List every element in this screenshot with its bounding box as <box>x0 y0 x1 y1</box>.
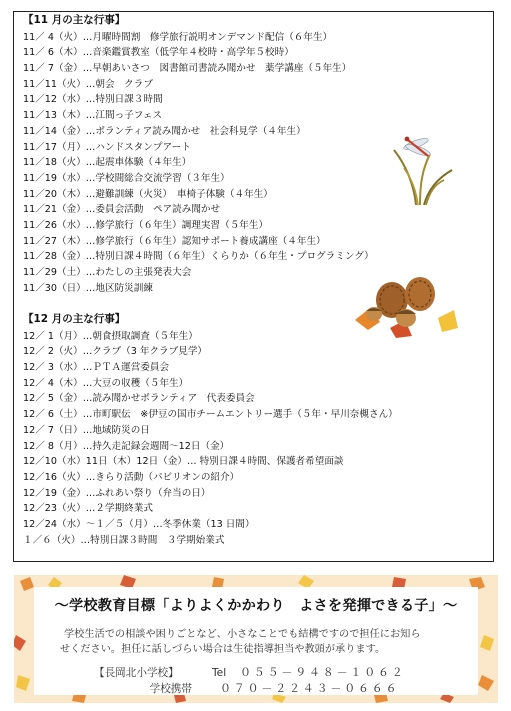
december-event-row: 12／19（金）…ふれあい祭り（弁当の日） <box>23 487 211 499</box>
mobile-row <box>94 681 406 697</box>
december-event-row: 12／ 3（水）…ＰＴＡ運営委員会 <box>23 362 170 374</box>
december-event-row: 12／ 1（月）…朝食摂取調査（５年生） <box>23 330 198 342</box>
school-goal-banner <box>14 575 498 703</box>
dragonfly-illustration <box>386 130 456 205</box>
december-event-row: 12／16（火）…きらり活動（パビリオンの紹介） <box>23 471 240 483</box>
message-line-2: せください。担任に話しづらい場合は生徒指導担当や教頭が承ります。 <box>60 644 386 655</box>
november-event-row: 11／28（金）…特別日課４時間（６年生）くらりか（６年生・プログラミング） <box>23 251 374 263</box>
december-event-row: 12／ 5（金）…読み聞かせボランティア 代表委員会 <box>23 393 255 405</box>
consult-message <box>60 627 421 657</box>
december-event-row: 12／ 4（木）…大豆の収穫（５年生） <box>23 377 189 389</box>
november-event-row: 11／26（水）…修学旅行（６年生）調理実習（５年生） <box>23 219 269 231</box>
december-event-row: １／６（火）…特別日課３時間 ３学期始業式 <box>23 534 225 546</box>
november-event-row: 11／12（水）…特別日課３時間 <box>23 94 163 106</box>
november-event-row: 11／ 6（木）…音楽鑑賞教室（低学年４校時・高学年５校時） <box>23 47 294 59</box>
tel-row <box>94 665 406 681</box>
december-schedule <box>23 312 398 548</box>
school-goal-title: ～学校教育目標「よりよくかかわり よさを発揮できる子」～ <box>54 598 458 614</box>
november-event-row: 11／ 4（火）…月曜時間割 修学旅行説明オンデマンド配信（６年生） <box>23 31 333 43</box>
december-event-row: 12／ 2（火）…クラブ（3 年クラブ見学） <box>23 346 208 358</box>
november-event-row: 11／17（月）…ハンドスタンプアート <box>23 141 191 153</box>
november-event-row: 11／14（金）…ボランティア読み聞かせ 社会科見学（４年生） <box>23 125 306 137</box>
december-header: 【12 月の主な行事】 <box>23 313 126 325</box>
november-event-row: 11／20（木）…避難訓練（火災） 車椅子体験（４年生） <box>23 188 273 200</box>
dragonfly-icon <box>403 136 432 157</box>
mobile-label: 学校携帯 <box>149 683 192 695</box>
december-event-row: 12／10（水）11日（木）12日（金）… 特別日課４時間、保護者希望面談 <box>23 456 344 468</box>
banner-content <box>34 587 478 695</box>
november-event-row: 11／29（土）…わたしの主張発表大会 <box>23 267 192 279</box>
november-event-row: 11／21（金）…委員会活動 ペア読み聞かせ <box>23 204 221 216</box>
november-event-row: 11／ 7（金）…早朝あいさつ 図書館司書読み聞かせ 薬学講座（５年生） <box>23 63 352 75</box>
november-event-row: 11／30（日）…地区防災訓練 <box>23 282 153 294</box>
december-event-row: 12／23（火）…２学期終業式 <box>23 503 153 515</box>
november-event-row: 11／27（木）…修学旅行（６年生）認知サポート養成講座（４年生） <box>23 235 326 247</box>
december-event-row: 12／ 8（月）…持久走記録会週間～12日（金） <box>23 440 230 452</box>
november-event-row: 11／19（水）…学校間総合交流学習（３年生） <box>23 172 230 184</box>
november-event-row: 11／18（火）…起震車体験（４年生） <box>23 157 192 169</box>
acorns-illustration <box>350 270 460 340</box>
mobile-number[interactable]: ０７０－２２４３－０６６６ <box>220 682 400 695</box>
december-event-row: 12／24（水）～１／５（月）…冬季休業（13 日間） <box>23 518 255 530</box>
tel-number[interactable]: ０５５－９４８－１０６２ <box>240 666 406 679</box>
november-header: 【11 月の主な行事】 <box>23 14 126 26</box>
november-event-row: 11／11（火）…朝会 クラブ <box>23 78 153 90</box>
december-event-row: 12／ 7（日）…地域防災の日 <box>23 424 150 436</box>
november-event-row: 11／13（木）…江間っ子フェス <box>23 110 163 122</box>
december-event-row: 12／ 6（土）…市町駅伝 ※伊豆の国市チームエントリー選手（５年・早川奈槻さん） <box>23 409 398 421</box>
school-label: 【長岡北小学校】 <box>94 667 179 679</box>
november-schedule <box>23 13 374 296</box>
message-line-1: 学校生活での相談や困りごとなど、小さなことでも結構ですので担任にお知ら <box>64 629 421 640</box>
tel-label: Tel <box>212 667 227 679</box>
contact-info <box>94 665 406 697</box>
